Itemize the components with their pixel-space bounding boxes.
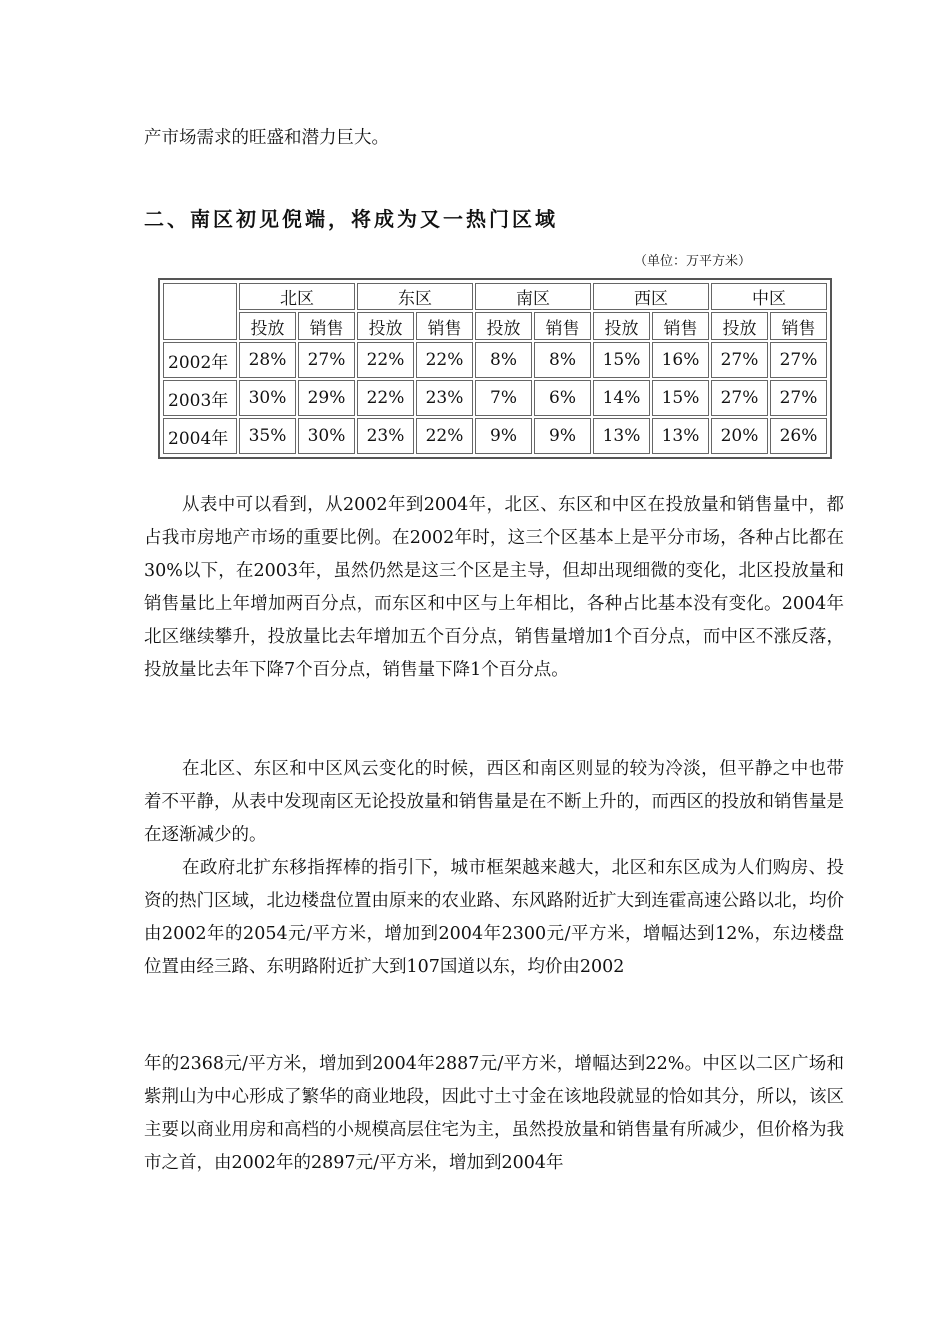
sub-header-sales: 销售 [534, 312, 591, 340]
table-cell: 35% [239, 418, 296, 454]
region-header: 中区 [711, 283, 827, 310]
sub-header-launch: 投放 [239, 312, 296, 340]
table-cell: 26% [770, 418, 827, 454]
table-cell: 30% [239, 380, 296, 416]
body-paragraph: 从表中可以看到，从2002年到2004年，北区、东区和中区在投放量和销售量中，都占我市房地产市场的重要比例。在2002年时，这三个区基本上是平分市场，各种占比都在30%以下，在2003年，虽然仍然是这三个区是主导，但却出现细微的变化，北区投放量和销售量比上年增加两百分点，而东区和中区与上年相比，各种占比基本没有变化。2004年北区继续攀升，投放量比去年增加五个百分点，销售量增加1个百分点，而中区不涨反落，投放量比去年下降7个百分点，销售量下降1个百分点。 [144, 495, 844, 680]
table-cell: 13% [652, 418, 709, 454]
year-cell: 2003年 [163, 380, 237, 416]
sub-header-sales: 销售 [416, 312, 473, 340]
year-cell: 2004年 [163, 418, 237, 454]
year-cell: 2002年 [163, 342, 237, 378]
table-cell: 27% [711, 380, 768, 416]
table-cell: 20% [711, 418, 768, 454]
region-header: 西区 [593, 283, 709, 310]
section-heading: 二、南区初见倪端，将成为又一热门区域 [144, 207, 558, 231]
table-cell: 22% [416, 418, 473, 454]
table-cell: 27% [711, 342, 768, 378]
table-cell: 29% [298, 380, 355, 416]
table-cell: 23% [357, 418, 414, 454]
table-corner-cell [163, 283, 237, 340]
body-paragraph: 在政府北扩东移指挥棒的指引下，城市框架越来越大，北区和东区成为人们购房、投资的热门区域，北边楼盘位置由原来的农业路、东风路附近扩大到连霍高速公路以北，均价由2002年的2054元/平方米，增加到2004年2300元/平方米，增幅达到12%，东边楼盘位置由经三路、东明路附近扩大到107国道以东，均价由2002 [144, 858, 844, 977]
table-row [163, 418, 827, 454]
table-cell: 22% [357, 342, 414, 378]
sub-header-sales: 销售 [298, 312, 355, 340]
sub-header-launch: 投放 [357, 312, 414, 340]
table-cell: 15% [652, 380, 709, 416]
sub-header-launch: 投放 [593, 312, 650, 340]
table-cell: 27% [770, 342, 827, 378]
sub-header-sales: 销售 [770, 312, 827, 340]
table-row [163, 380, 827, 416]
table-cell: 9% [534, 418, 591, 454]
table-cell: 30% [298, 418, 355, 454]
body-paragraph: 年的2368元/平方米，增加到2004年2887元/平方米，增幅达到22%。中区以二区广场和紫荆山为中心形成了繁华的商业地段，因此寸土寸金在该地段就显的恰如其分，所以，该区主要以商业用房和高档的小规模高层住宅为主，虽然投放量和销售量有所减少，但价格为我市之首，由2002年的2897元/平方米，增加到2004年 [144, 1054, 844, 1173]
table-cell: 28% [239, 342, 296, 378]
table-cell: 8% [534, 342, 591, 378]
sub-header-launch: 投放 [711, 312, 768, 340]
table-cell: 7% [475, 380, 532, 416]
table-cell: 14% [593, 380, 650, 416]
table-cell: 15% [593, 342, 650, 378]
table-cell: 27% [298, 342, 355, 378]
sub-header-launch: 投放 [475, 312, 532, 340]
table-row [163, 342, 827, 378]
table-cell: 22% [416, 342, 473, 378]
table-cell: 23% [416, 380, 473, 416]
table-cell: 27% [770, 380, 827, 416]
region-header: 东区 [357, 283, 473, 310]
table-cell: 13% [593, 418, 650, 454]
table-cell: 22% [357, 380, 414, 416]
sub-header-sales: 销售 [652, 312, 709, 340]
table-cell: 16% [652, 342, 709, 378]
intro-line: 产市场需求的旺盛和潜力巨大。 [144, 128, 389, 148]
unit-note: （单位：万平方米） [634, 254, 752, 269]
table-cell: 6% [534, 380, 591, 416]
table-cell: 8% [475, 342, 532, 378]
region-header: 北区 [239, 283, 355, 310]
body-paragraph: 在北区、东区和中区风云变化的时候，西区和南区则显的较为冷淡，但平静之中也带着不平静，从表中发现南区无论投放量和销售量是在不断上升的，而西区的投放和销售量是在逐渐减少的。 [144, 759, 844, 845]
market-share-table [158, 278, 832, 459]
table-cell: 9% [475, 418, 532, 454]
region-header: 南区 [475, 283, 591, 310]
